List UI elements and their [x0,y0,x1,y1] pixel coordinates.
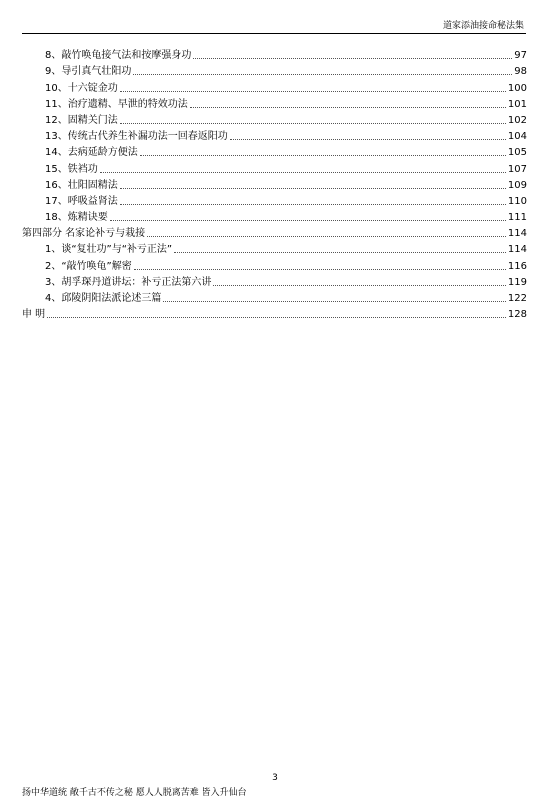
toc-entry[interactable] [22,305,527,321]
toc-entry-page: 116 [507,260,527,272]
toc-entry-title: 4、邱陵阴阳法派论述三篇 [45,293,162,304]
toc-dot-leader [110,219,506,221]
toc-entry-title: 9、导引真气壮阳功 [45,66,132,78]
toc-entry-page: 107 [507,163,527,175]
toc-dot-leader [120,187,506,189]
toc-dot-leader [140,154,506,156]
toc-entry-page: 98 [514,66,527,78]
toc-entry-page: 100 [507,82,527,94]
toc-dot-leader [174,251,506,253]
toc-dot-leader [193,57,512,59]
toc-entry-page: 114 [507,228,527,240]
toc-entry-page: 114 [507,244,527,256]
toc-entry[interactable] [22,240,527,256]
toc-entry[interactable] [22,127,527,143]
toc-entry-title: 8、敲竹唤龟接气法和按摩强身功 [45,50,192,62]
toc-dot-leader [230,138,506,140]
header-divider [22,33,526,34]
toc-entry-page: 105 [507,147,527,159]
toc-entry[interactable] [22,192,527,208]
toc-entry[interactable] [22,143,527,159]
header-title: 道家添油接命秘法集 [442,21,524,31]
toc-entry-title: 10、十六锭金功 [45,82,118,94]
toc-dot-leader [134,268,506,270]
toc-entry-title: 11、治疗遗精、早泄的特效功法 [45,98,188,110]
page-number: 3 [272,773,278,783]
toc-entry-page: 97 [514,50,527,62]
toc-entry-title: 18、炼精诀要 [45,212,108,224]
toc-entry[interactable] [22,289,527,305]
toc-entry-page: 109 [507,179,527,191]
toc-entry[interactable] [22,46,527,62]
toc-dot-leader [190,106,506,108]
toc-entry-title: 16、壮阳固精法 [45,179,118,191]
toc-dot-leader [133,73,512,75]
toc-entry-title: 申 明 [22,309,46,321]
toc-entry-title: 2、“敲竹唤龟”解密 [45,260,132,272]
toc-dot-leader [120,90,506,92]
toc-entry[interactable] [22,111,527,127]
toc-entry-title: 13、传统古代养生补漏功法一回春返阳功 [45,131,228,143]
toc-entry-title: 12、固精关门法 [45,114,118,126]
toc-entry-title: 第四部分 名家论补亏与栽接 [22,228,146,240]
toc-entry[interactable] [22,159,527,175]
toc-entry[interactable] [22,78,527,94]
toc-entry-page: 111 [507,212,527,224]
toc-entry-title: 3、胡孚琛丹道讲坛：补亏正法第六讲 [45,276,212,288]
toc-entry-page: 122 [507,293,527,304]
toc-entry[interactable] [22,95,527,111]
toc-entry[interactable] [22,62,527,78]
toc-dot-leader [120,122,506,124]
toc-entry-title: 17、呼吸益肾法 [45,195,118,207]
toc-entry[interactable] [22,224,527,240]
toc-entry-title: 1、谈“复壮功”与“补亏正法” [45,244,173,256]
footer-slogan: 扬中华道统 敞千古不传之秘 愿人人脱离苦难 皆入升仙台 [22,788,247,798]
toc-dot-leader [100,171,506,173]
toc-entry-page: 119 [507,276,527,288]
toc-entry-title: 14、去病延龄方便法 [45,147,138,159]
toc-dot-leader [213,284,506,286]
toc-dot-leader [47,316,506,318]
toc-entry-page: 128 [507,309,527,321]
toc-entry[interactable] [22,208,527,224]
toc-dot-leader [120,203,506,205]
toc-entry-page: 110 [507,195,527,207]
toc-entry-page: 101 [507,98,527,110]
toc-entry[interactable] [22,256,527,272]
toc-dot-leader [147,235,506,237]
toc-entry[interactable] [22,176,527,192]
toc-entry[interactable] [22,273,527,289]
toc-entry-page: 104 [507,131,527,143]
toc-entry-page: 102 [507,114,527,126]
toc-entry-title: 15、铁裆功 [45,163,98,175]
toc-dot-leader [163,300,506,302]
table-of-contents [22,46,527,321]
